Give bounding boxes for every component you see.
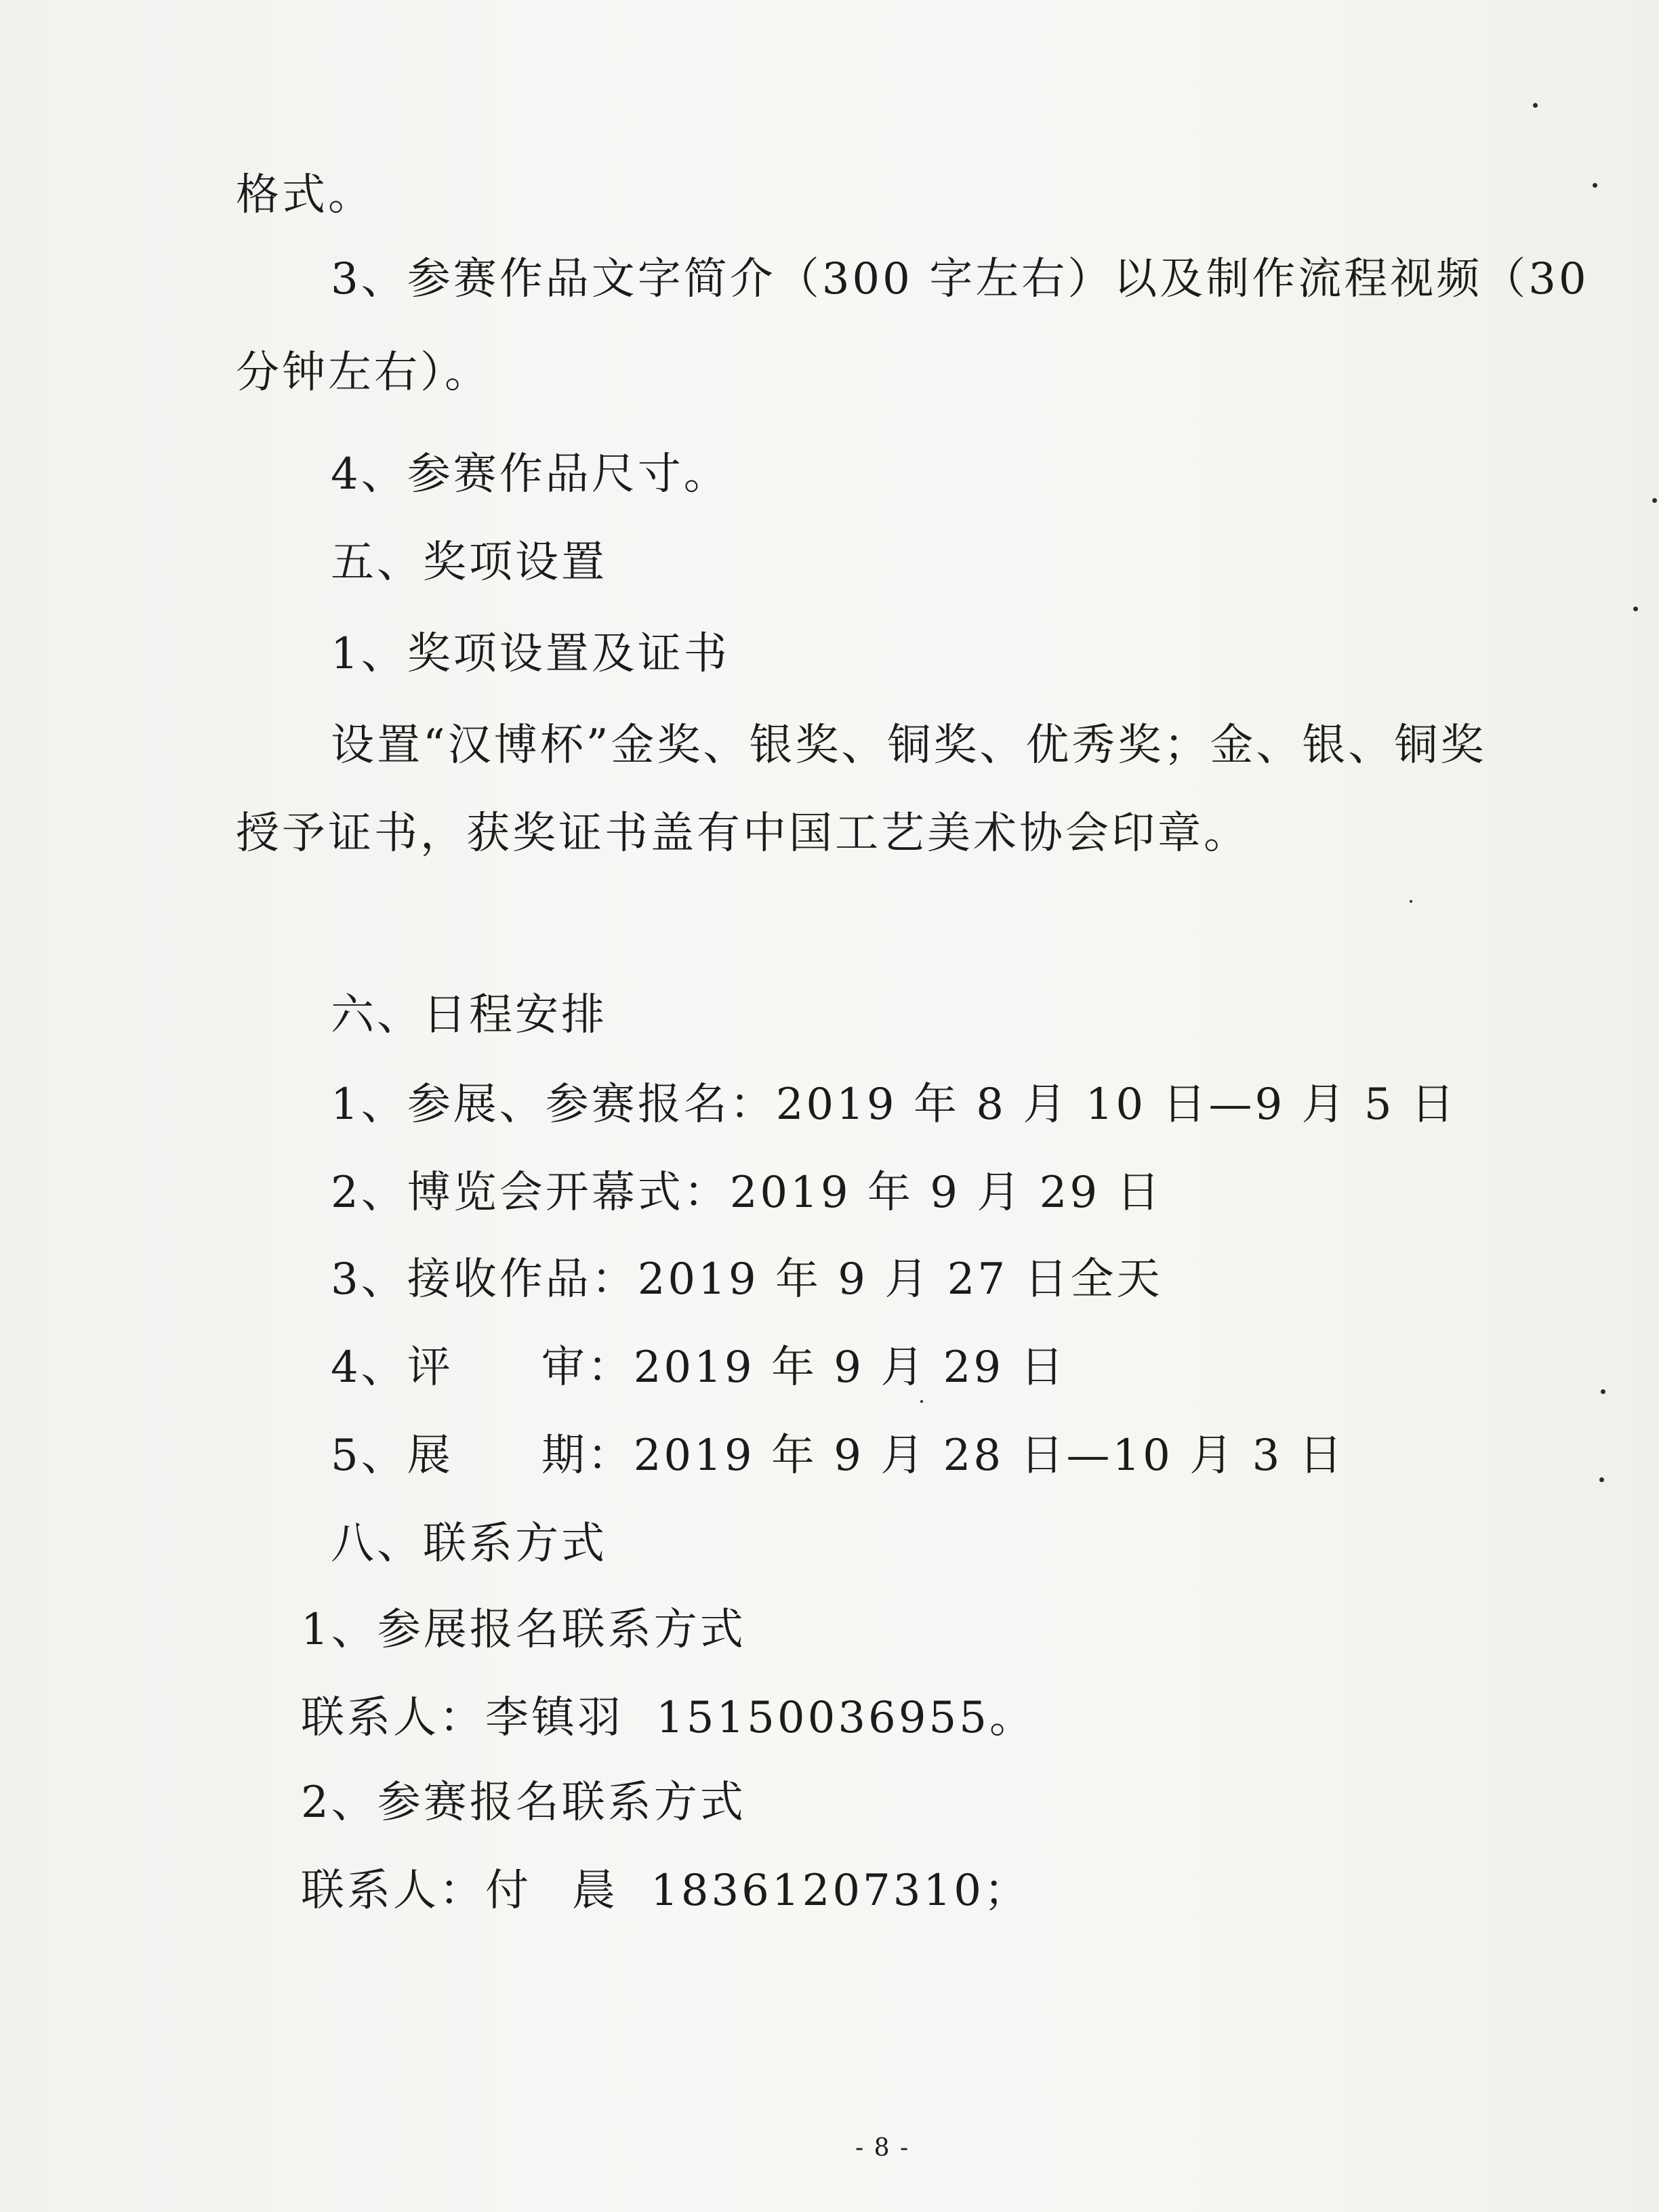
schedule-exhibition-date: 期：2019 年 9 月 28 日—10 月 3 日	[541, 1431, 1345, 1481]
text-line-duration: 分钟左右）。	[236, 348, 491, 398]
schedule-item-review	[331, 1340, 1066, 1395]
section-heading-schedule: 六、日程安排	[331, 990, 607, 1040]
contact-contest-person: 联系人：付	[301, 1866, 531, 1916]
schedule-item-receive: 3、接收作品：2019 年 9 月 27 日全天	[331, 1254, 1163, 1305]
speck-mark	[1533, 103, 1538, 108]
contact-exhibit-title: 1、参展报名联系方式	[301, 1605, 746, 1655]
schedule-review-label: 4、评	[331, 1343, 453, 1393]
schedule-exhibition-label: 5、展	[331, 1431, 453, 1481]
schedule-item-opening: 2、博览会开幕式：2019 年 9 月 29 日	[331, 1168, 1163, 1218]
speck-mark	[1599, 1477, 1604, 1482]
page-number: - 8 -	[855, 2134, 910, 2162]
text-line-awards-1: 1、奖项设置及证书	[331, 629, 730, 679]
contact-contest-phone: 18361207310；	[651, 1866, 1030, 1916]
section-heading-contact: 八、联系方式	[331, 1519, 607, 1569]
schedule-item-exhibition	[331, 1429, 1345, 1483]
schedule-item-registration: 1、参展、参赛报名：2019 年 8 月 10 日—9 月 5 日	[331, 1080, 1457, 1130]
contact-contest-person-name: 晨	[572, 1866, 618, 1916]
text-line-item-4: 4、参赛作品尺寸。	[331, 449, 730, 499]
speck-mark	[1633, 607, 1638, 611]
contact-exhibit-person: 联系人：李镇羽	[301, 1693, 623, 1743]
speck-mark	[1410, 900, 1412, 903]
section-heading-awards: 五、奖项设置	[331, 537, 607, 588]
speck-mark	[1601, 1389, 1605, 1394]
schedule-review-date: 审：2019 年 9 月 29 日	[541, 1343, 1067, 1393]
speck-mark	[920, 1400, 923, 1403]
contact-contest-line	[301, 1864, 1030, 1918]
speck-mark	[1652, 498, 1657, 503]
text-line-awards-desc: 设置“汉博杯”金奖、银奖、铜奖、优秀奖；金、银、铜奖	[331, 720, 1487, 771]
text-line-format: 格式。	[236, 170, 374, 220]
text-line-item-3: 3、参赛作品文字简介（300 字左右）以及制作流程视频（30	[331, 254, 1589, 304]
speck-mark	[1593, 183, 1597, 188]
text-line-awards-desc-cont: 授予证书，获奖证书盖有中国工艺美术协会印章。	[236, 808, 1250, 859]
contact-exhibit-phone: 15150036955。	[656, 1693, 1036, 1743]
contact-exhibit-line	[301, 1691, 1036, 1745]
contact-contest-title: 2、参赛报名联系方式	[301, 1778, 746, 1828]
